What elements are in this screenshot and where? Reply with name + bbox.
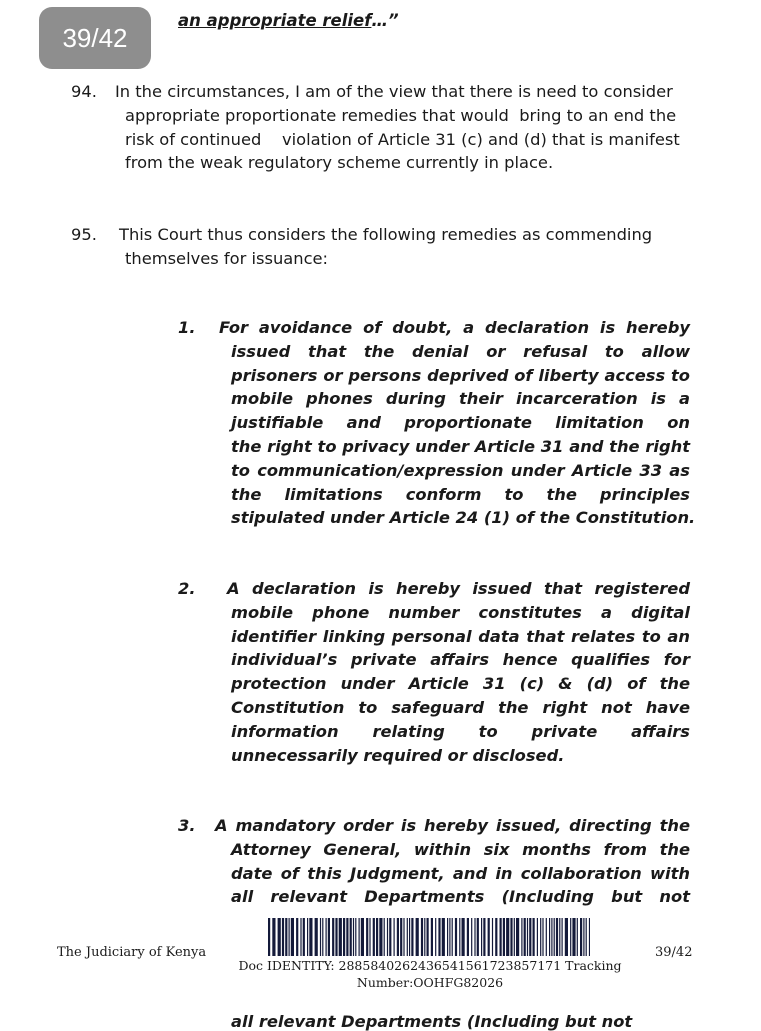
paragraph-number: 95. bbox=[71, 225, 97, 244]
remedy-line: A declaration is hereby issued that registered bbox=[227, 579, 690, 598]
remedy-line: all relevant Departments (Including but not bbox=[231, 887, 690, 907]
remedy-number: 2. bbox=[178, 579, 196, 598]
remedy-line: information relating to private affairs bbox=[231, 721, 690, 741]
tracking-number: Number:OOHFG82026 bbox=[356, 975, 504, 990]
paragraph-line: themselves for issuance: bbox=[125, 248, 329, 268]
remedy-line: the limitations conform to the principles bbox=[231, 484, 690, 504]
remedy-line: issued that the denial or refusal to allow bbox=[231, 341, 690, 361]
document-identity-line: Doc IDENTITY: 28858402624365415617238571​71 Tracking bbox=[238, 958, 622, 973]
remedy-line: stipulated under Article 24 (1) of the Constitution. bbox=[231, 508, 696, 528]
remedy-line: A mandatory order is hereby issued, directing the bbox=[215, 816, 690, 835]
remedy-line: identifier linking personal data that relates to an bbox=[231, 626, 690, 646]
remedy-line: Constitution to safeguard the right not have bbox=[231, 697, 690, 717]
remedy-number: 3. bbox=[178, 816, 196, 835]
quote-ending-mark: …” bbox=[371, 11, 399, 30]
remedy-line: protection under Article 31 (c) & (d) of the bbox=[231, 674, 690, 694]
page-counter-badge: 39/42 bbox=[39, 7, 151, 69]
remedy-line: justifiable and proportionate limitation on bbox=[231, 413, 690, 433]
remedy-1 bbox=[219, 316, 696, 530]
remedy-number: 1. bbox=[178, 318, 196, 337]
paragraph-line: from the weak regulatory scheme currently in place. bbox=[125, 153, 554, 173]
paragraph-number: 94. bbox=[71, 82, 97, 101]
footer-page-number: 39/42 bbox=[655, 945, 693, 960]
paragraph-line: This Court thus considers the following remedies as commending bbox=[119, 225, 653, 244]
remedy-line: For avoidance of doubt, a declaration is hereby bbox=[219, 318, 690, 337]
quote-ending bbox=[178, 11, 399, 30]
remedy-line: prisoners or persons deprived of liberty access to bbox=[231, 365, 690, 385]
document-identity bbox=[200, 957, 660, 991]
next-page-text-peek: all relevant Departments (Including but not bbox=[231, 1012, 633, 1031]
remedy-2 bbox=[227, 577, 690, 767]
remedy-line: Attorney General, within six months from the bbox=[231, 839, 690, 859]
remedy-3 bbox=[215, 814, 690, 909]
paragraph-95 bbox=[119, 223, 652, 271]
remedy-line: unnecessarily required or disclosed. bbox=[231, 745, 565, 765]
remedy-line: individual’s private affairs hence qualifies for bbox=[231, 650, 690, 670]
quote-ending-underlined: an appropriate relief bbox=[178, 11, 372, 30]
remedy-line: mobile phone number constitutes a digital bbox=[231, 602, 690, 622]
paragraph-line: risk of continued violation of Article 31 (c) and (d) that is manifest bbox=[125, 129, 680, 149]
paragraph-94 bbox=[115, 80, 680, 175]
paragraph-line: In the circumstances, I am of the view that there is need to consider bbox=[115, 82, 673, 101]
barcode-image bbox=[268, 918, 590, 956]
footer-court-name: The Judiciary of Kenya bbox=[57, 945, 207, 960]
remedy-line: mobile phones during their incarceration is a bbox=[231, 389, 690, 409]
paragraph-line: appropriate proportionate remedies that would bring to an end the bbox=[125, 105, 677, 125]
remedy-line: date of this Judgment, and in collaboration with bbox=[231, 863, 690, 883]
remedy-line: the right to privacy under Article 31 and the right bbox=[231, 436, 690, 456]
remedy-line: to communication/expression under Article 33 as bbox=[231, 460, 690, 480]
